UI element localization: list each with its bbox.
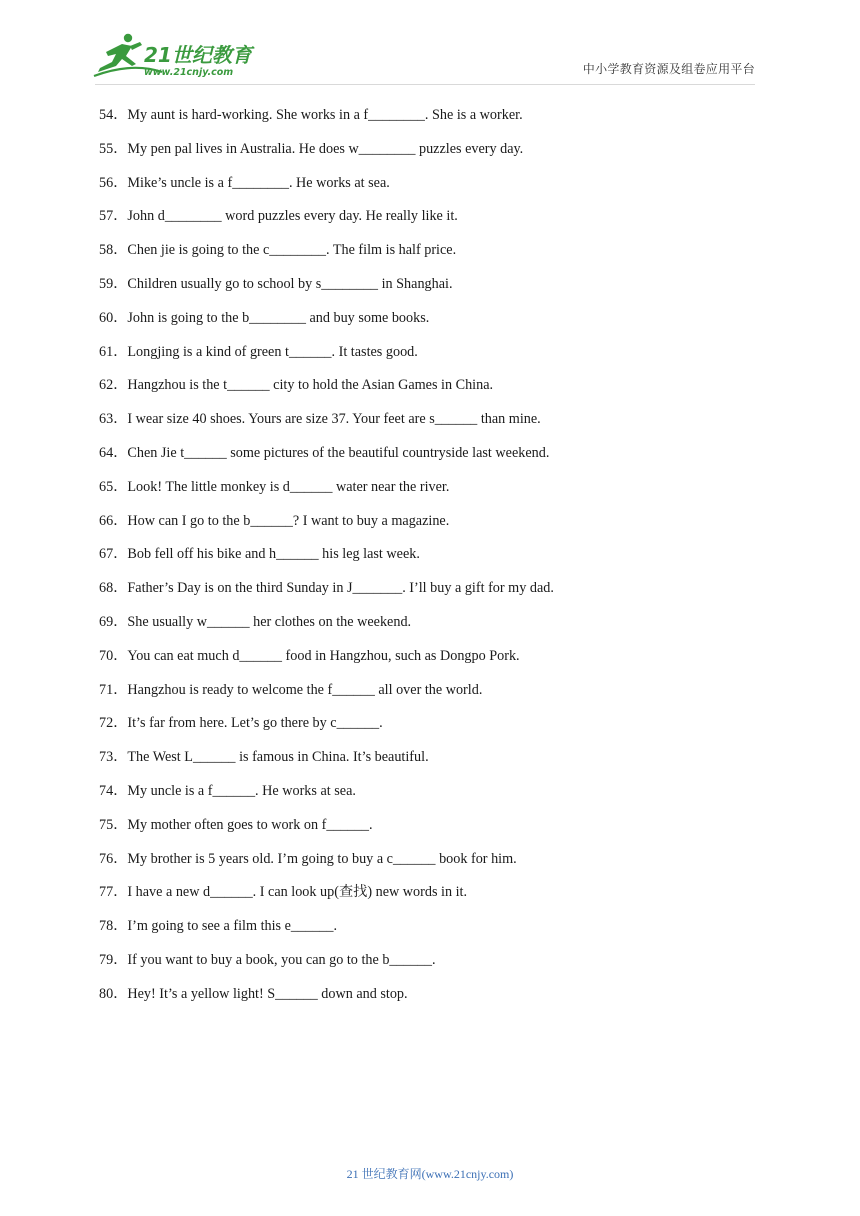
question-item [99, 341, 779, 375]
question-text: She usually w______ her clothes on the weekend. [127, 613, 412, 630]
question-number: 58． [99, 242, 128, 259]
question-text: Chen jie is going to the c________. The film is half price. [127, 242, 457, 259]
question-item [99, 442, 779, 476]
question-number: 72． [99, 715, 128, 732]
question-number: 73． [99, 749, 128, 766]
question-item [99, 104, 779, 138]
question-item [99, 374, 779, 408]
question-number: 75． [99, 816, 128, 833]
question-item [99, 307, 779, 341]
question-text: My pen pal lives in Australia. He does w________ puzzles every day. [127, 140, 524, 157]
question-number: 80． [99, 985, 128, 1002]
question-list [99, 104, 779, 1017]
question-text: How can I go to the b______? I want to buy a magazine. [127, 512, 450, 529]
question-item [99, 577, 779, 611]
question-item [99, 746, 779, 780]
question-number: 77． [99, 884, 128, 901]
question-item [99, 611, 779, 645]
question-text: It’s far from here. Let’s go there by c______. [127, 715, 383, 732]
question-item [99, 408, 779, 442]
question-number: 78． [99, 918, 128, 935]
question-text: Bob fell off his bike and h______ his leg last week. [127, 546, 420, 563]
question-item [99, 983, 779, 1017]
question-text: Hey! It’s a yellow light! S______ down and stop. [127, 985, 408, 1002]
question-number: 61． [99, 343, 128, 360]
question-item [99, 679, 779, 713]
question-number: 69． [99, 613, 128, 630]
question-item [99, 239, 779, 273]
question-item [99, 712, 779, 746]
question-text: My mother often goes to work on f______. [127, 816, 373, 833]
runner-logo-icon [92, 32, 262, 80]
question-number: 60． [99, 309, 128, 326]
question-number: 55． [99, 140, 128, 157]
question-number: 57． [99, 208, 128, 225]
question-number: 76． [99, 850, 128, 867]
question-text: Father’s Day is on the third Sunday in J_______. I’ll buy a gift for my dad. [127, 580, 554, 597]
question-text: John is going to the b________ and buy some books. [127, 309, 430, 326]
question-text: You can eat much d______ food in Hangzhou, such as Dongpo Pork. [127, 647, 520, 664]
question-text: If you want to buy a book, you can go to the b______. [127, 951, 436, 968]
question-item [99, 138, 779, 172]
question-text: Look! The little monkey is d______ water near the river. [127, 478, 450, 495]
question-item [99, 510, 779, 544]
question-text: I’m going to see a film this e______. [127, 918, 338, 935]
question-item [99, 814, 779, 848]
question-number: 65． [99, 478, 128, 495]
question-item [99, 172, 779, 206]
question-number: 64． [99, 444, 128, 461]
question-item [99, 205, 779, 239]
header-divider [95, 84, 755, 85]
question-number: 59． [99, 275, 128, 292]
question-number: 79． [99, 951, 128, 968]
question-item [99, 476, 779, 510]
question-item [99, 645, 779, 679]
question-item [99, 881, 779, 915]
page-footer: 21 世纪教育网(www.21cnjy.com) [346, 1167, 514, 1181]
question-text: Chen Jie t______ some pictures of the beautiful countryside last weekend. [127, 444, 550, 461]
question-text: John d________ word puzzles every day. He really like it. [127, 208, 458, 225]
question-text: I wear size 40 shoes. Yours are size 37. Your feet are s______ than mine. [127, 411, 541, 428]
question-number: 62． [99, 377, 128, 394]
question-number: 70． [99, 647, 128, 664]
platform-label: 中小学教育资源及组卷应用平台 [582, 62, 755, 76]
page-header [0, 0, 860, 90]
question-number: 74． [99, 782, 128, 799]
question-text: I have a new d______. I can look up(查找) new words in it. [127, 884, 468, 901]
question-item [99, 543, 779, 577]
question-number: 68． [99, 580, 128, 597]
question-number: 66． [99, 512, 128, 529]
question-item [99, 273, 779, 307]
logo-url: www.21cnjy.com [144, 67, 234, 78]
question-number: 71． [99, 681, 128, 698]
question-item [99, 848, 779, 882]
question-text: My uncle is a f______. He works at sea. [127, 782, 356, 799]
question-number: 54． [99, 107, 128, 123]
question-text: The West L______ is famous in China. It’s beautiful. [127, 749, 429, 766]
logo-text: 21世纪教育 [144, 43, 252, 67]
question-item [99, 949, 779, 983]
question-text: Children usually go to school by s________ in Shanghai. [127, 275, 453, 292]
question-item [99, 780, 779, 814]
question-text: Mike’s uncle is a f________. He works at sea. [127, 174, 390, 191]
question-text: My brother is 5 years old. I’m going to buy a c______ book for him. [127, 850, 517, 867]
question-text: My aunt is hard-working. She works in a f________. She is a worker. [127, 107, 523, 123]
question-text: Hangzhou is ready to welcome the f______ all over the world. [127, 681, 483, 698]
question-text: Hangzhou is the t______ city to hold the Asian Games in China. [127, 377, 494, 394]
site-logo [92, 32, 262, 80]
question-number: 56． [99, 174, 128, 191]
question-number: 63． [99, 411, 128, 428]
question-item [99, 915, 779, 949]
question-text: Longjing is a kind of green t______. It tastes good. [127, 343, 418, 360]
question-number: 67． [99, 546, 128, 563]
